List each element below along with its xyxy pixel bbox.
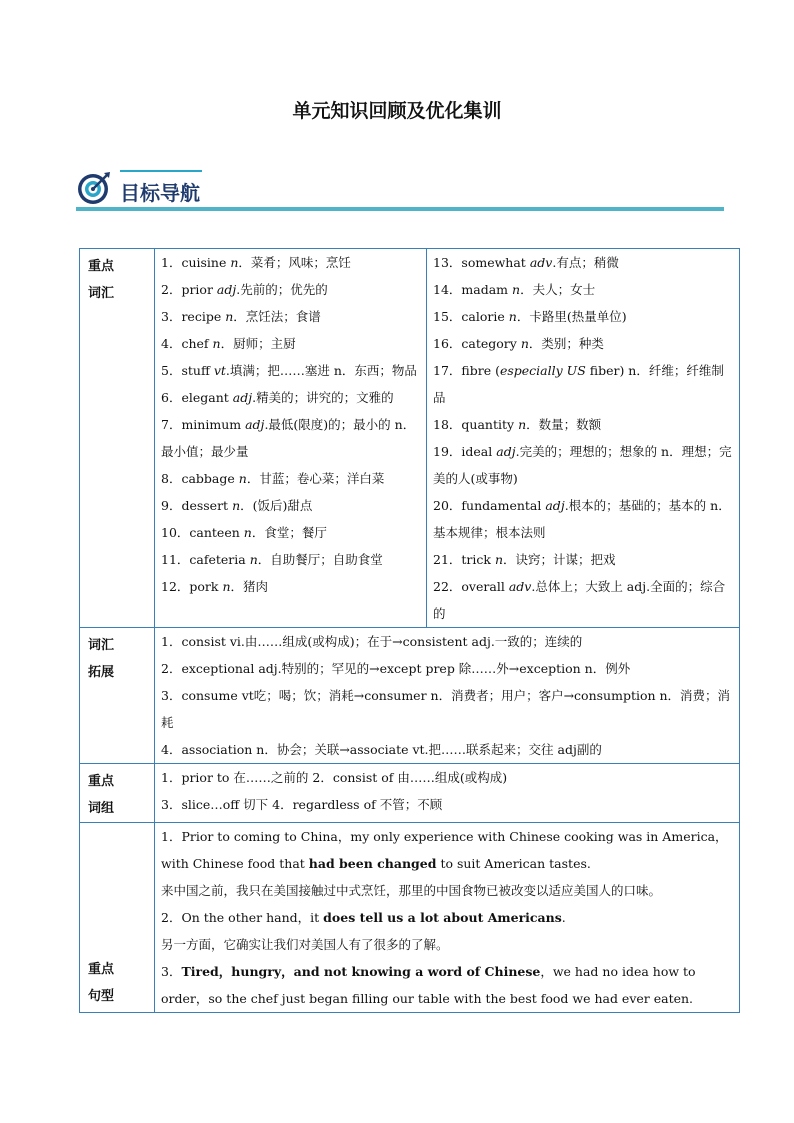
list-item: 8．cabbage n．甘蓝；卷心菜；洋白菜	[161, 471, 385, 486]
table-row	[80, 764, 740, 823]
header-divider	[76, 207, 724, 211]
list-item: 15．calorie n．卡路里(热量单位)	[433, 309, 627, 324]
row-category: 重点 词汇	[80, 249, 155, 628]
list-item: 18．quantity n．数量；数额	[433, 417, 602, 432]
list-item: 20．fundamental adj.根本的；基础的；基本的 n．基本规律；根本法则	[433, 498, 731, 540]
expansion-cell	[155, 628, 740, 764]
list-item: 3．recipe n．烹饪法；食谱	[161, 309, 321, 324]
list-item: 2．exceptional adj.特别的；罕见的→except prep 除……外→exception n．例外	[161, 661, 631, 676]
list-item: 7．minimum adj.最低(限度)的；最小的 n．最小值；最少量	[161, 417, 416, 459]
list-item: 5．stuff vt.填满；把……塞进 n．东西；物品	[161, 363, 417, 378]
list-item: 16．category n．类别；种类	[433, 336, 604, 351]
vocab-right-cell	[427, 249, 740, 628]
row-category: 重点 词组	[80, 764, 155, 823]
list-item: 10．canteen n．食堂；餐厅	[161, 525, 327, 540]
list-item: 14．madam n．夫人；女士	[433, 282, 596, 297]
vocab-left-cell	[155, 249, 427, 628]
knowledge-table	[79, 248, 740, 1013]
list-item: 2．prior adj.先前的；优先的	[161, 282, 328, 297]
list-item: 4．association n．协会；关联→associate vt.把……联系起来；交往 adj副的	[161, 742, 602, 757]
row-category: 词汇 拓展	[80, 628, 155, 764]
list-item: 17．fibre (especially US fiber) n．纤维；纤维制品	[433, 363, 724, 405]
section-label: 目标导航	[120, 181, 200, 205]
section-header	[76, 168, 724, 212]
sentence-cn: 来中国之前，我只在美国接触过中式烹饪，那里的中国食物已被改变以适应美国人的口味。	[161, 883, 662, 898]
sentence-cn: 另一方面，它确实让我们对美国人有了很多的了解。	[161, 937, 449, 952]
row-category: 重点 句型	[80, 823, 155, 1013]
list-item: 19．ideal adj.完美的；理想的；想象的 n．理想；完美的人(或事物)	[433, 444, 732, 486]
list-item: 13．somewhat adv.有点；稍微	[433, 255, 619, 270]
sentence-en: 1．Prior to coming to China，my only experience with Chinese cooking was in America，with Chinese food that had been changed to suit American tastes.	[161, 829, 728, 871]
target-arrow-icon	[76, 170, 112, 206]
list-item: 12．pork n．猪肉	[161, 579, 269, 594]
table-row	[80, 628, 740, 764]
list-item: 3．slice…off 切下 4．regardless of 不管；不顾	[161, 797, 443, 812]
header-accent-line	[120, 170, 202, 172]
table-row	[80, 823, 740, 1013]
list-item: 4．chef n．厨师；主厨	[161, 336, 296, 351]
sentence-en: 3．Tired，hungry，and not knowing a word of Chinese，we had no idea how to order，so the chef just began filling our table with the best food we had ever eaten.	[161, 964, 696, 1006]
list-item: 6．elegant adj.精美的；讲究的；文雅的	[161, 390, 394, 405]
phrases-cell	[155, 764, 740, 823]
list-item: 9．dessert n．(饭后)甜点	[161, 498, 313, 513]
table-row	[80, 249, 740, 628]
list-item: 1．consist vi.由……组成(或构成)；在于→consistent adj.一致的；连续的	[161, 634, 583, 649]
sentences-cell	[155, 823, 740, 1013]
list-item: 1．prior to 在……之前的 2．consist of 由……组成(或构成)	[161, 770, 508, 785]
list-item: 3．consume vt吃；喝；饮；消耗→consumer n．消费者；用户；客户→consumption n．消费；消耗	[161, 688, 731, 730]
sentence-en: 2．On the other hand，it does tell us a lot about Americans.	[161, 910, 566, 925]
page-title: 单元知识回顾及优化集训	[292, 100, 502, 122]
list-item: 21．trick n．诀窍；计谋；把戏	[433, 552, 616, 567]
list-item: 22．overall adv.总体上；大致上 adj.全面的；综合的	[433, 579, 726, 621]
list-item: 11．cafeteria n．自助餐厅；自助食堂	[161, 552, 383, 567]
list-item: 1．cuisine n．菜肴；风味；烹饪	[161, 255, 351, 270]
